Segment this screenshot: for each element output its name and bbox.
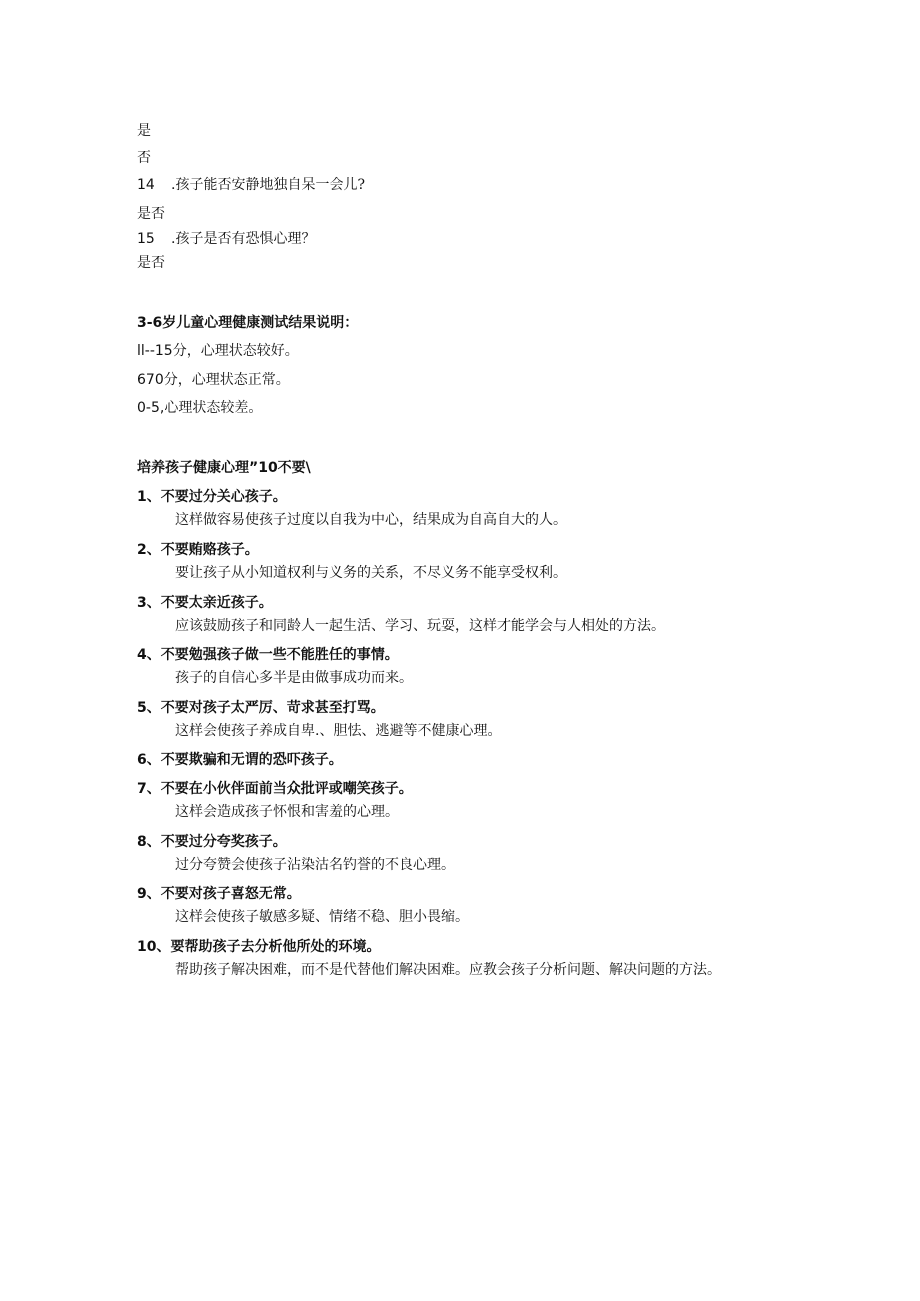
result-item: ll--15分，心理状态较好。 — [137, 343, 299, 359]
tip-heading: 2、不要贿赂孩子。 — [137, 542, 259, 558]
tip-heading: 8、不要过分夸奖孩子。 — [137, 834, 287, 850]
tip-detail: 帮助孩子解决困难，而不是代替他们解决困难。应教会孩子分析问题、解决问题的方法。 — [175, 962, 721, 978]
tip-detail: 应该鼓励孩子和同龄人一起生活、学习、玩耍，这样才能学会与人相处的方法。 — [175, 618, 665, 634]
tip-heading: 5、不要对孩子太严厉、苛求甚至打骂。 — [137, 700, 385, 716]
tip-detail: 孩子的自信心多半是由做事成功而来。 — [175, 670, 413, 686]
tip-detail: 这样会使孩子敏感多疑、情绪不稳、胆小畏缩。 — [175, 909, 469, 925]
question-text: .孩子能否安静地独自呆一会儿? — [171, 177, 365, 193]
tip-heading: 4、不要勉强孩子做一些不能胜任的事情。 — [137, 647, 399, 663]
results-title: 3-6岁儿童心理健康测试结果说明： — [137, 315, 359, 331]
question-14 — [137, 176, 365, 194]
tip-detail: 这样会使孩子养成自卑.、胆怯、逃避等不健康心理。 — [175, 723, 502, 739]
tip-heading: 3、不要太亲近孩子。 — [137, 595, 273, 611]
question-14-options: 是否 — [137, 206, 165, 222]
tip-heading: 9、不要对孩子喜怒无常。 — [137, 886, 301, 902]
result-item: 0-5,心理状态较差。 — [137, 400, 263, 416]
tip-heading: 6、不要欺骗和无谓的恐吓孩子。 — [137, 752, 343, 768]
tip-heading: 7、不要在小伙伴面前当众批评或嘲笑孩子。 — [137, 781, 413, 797]
tips-title: 培养孩子健康心理”10不要\ — [137, 460, 311, 476]
tip-detail: 这样会造成孩子怀恨和害羞的心理。 — [175, 804, 399, 820]
question-15-options: 是否 — [137, 255, 165, 271]
question-text: .孩子是否有恐惧心理？ — [171, 231, 316, 247]
tip-heading: 1、不要过分关心孩子。 — [137, 489, 287, 505]
question-number: 14 — [137, 177, 155, 193]
tip-detail: 这样做容易使孩子过度以自我为中心，结果成为自高自大的人。 — [175, 512, 567, 528]
question-number: 15 — [137, 231, 155, 247]
question-15 — [137, 230, 315, 248]
tip-detail: 过分夸赞会使孩子沾染沽名钓誉的不良心理。 — [175, 857, 455, 873]
answer-yes: 是 — [137, 123, 151, 139]
answer-no: 否 — [137, 150, 151, 166]
result-item: 670分，心理状态正常。 — [137, 372, 290, 388]
tip-detail: 要让孩子从小知道权利与义务的关系，不尽义务不能享受权利。 — [175, 565, 567, 581]
tip-heading: 10、要帮助孩子去分析他所处的环境。 — [137, 939, 381, 955]
